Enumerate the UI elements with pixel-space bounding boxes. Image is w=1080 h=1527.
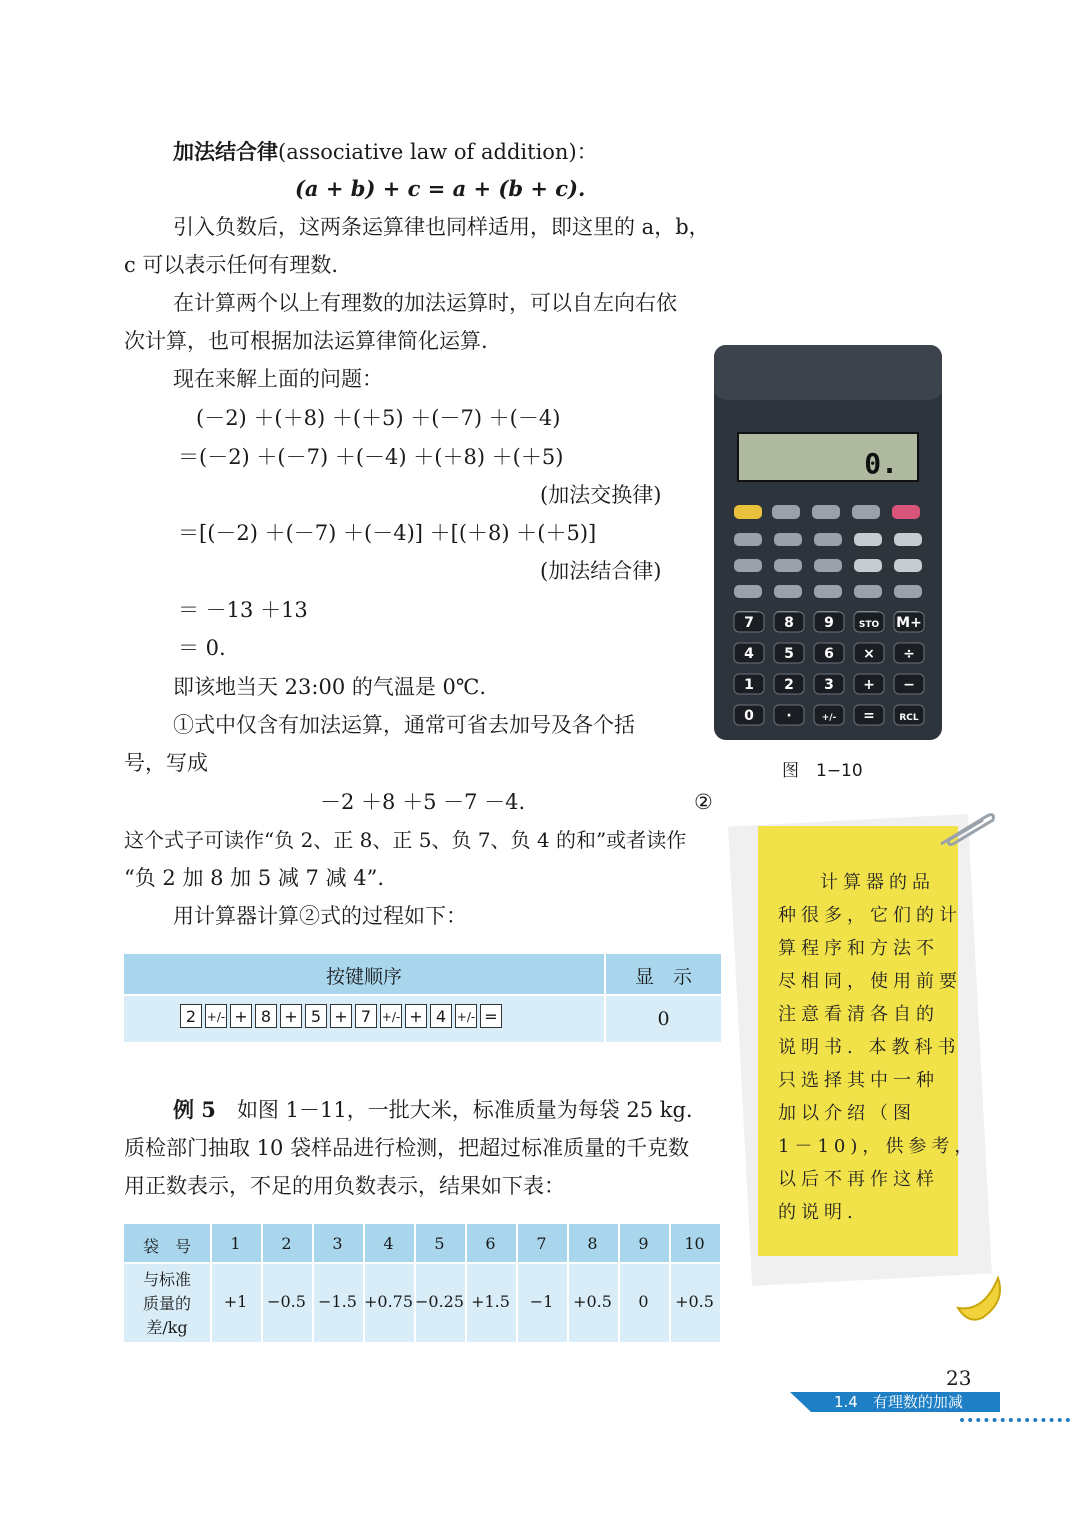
display-header: 显 示 — [634, 966, 692, 988]
expression-marker: ② — [694, 790, 713, 814]
side-note-line: 算程序和方法不 — [778, 938, 939, 959]
bag-table-row-divider — [124, 1262, 720, 1264]
scientific-key — [894, 533, 922, 546]
paragraph-1b: c 可以表示任何有理数. — [124, 253, 339, 277]
scientific-key — [774, 585, 802, 598]
bag-weight-table — [124, 1224, 720, 1342]
calculator-key-label: 7 — [744, 615, 754, 631]
expression-2: －2 ＋8 ＋5 －7 －4. — [320, 790, 526, 814]
scientific-key — [854, 533, 882, 546]
calculator-key-label: STO — [858, 620, 880, 630]
drg-key — [812, 505, 840, 519]
section-title: 1.4 有理数的加减 — [834, 1393, 963, 1411]
scientific-key — [734, 585, 762, 598]
difference-cell: +0.5 — [675, 1292, 714, 1311]
banana-icon — [948, 1268, 1008, 1324]
difference-cell: −1 — [529, 1292, 554, 1311]
side-note-line: 只选择其中一种 — [778, 1070, 939, 1091]
key-sequence-key: +/- — [380, 1004, 402, 1028]
calculator-key-label: 6 — [824, 646, 834, 662]
paragraph-6a: 这个式子可读作“负 2、正 8、正 5、负 7、负 4 的和”或者读作 — [124, 828, 687, 852]
key-sequence-key: +/- — [205, 1004, 227, 1028]
key-sequence-key: 7 — [355, 1004, 377, 1028]
bag-number-cell: 7 — [536, 1234, 547, 1253]
key-order-header: 按键顺序 — [325, 966, 402, 988]
calculator-key-label: 8 — [784, 615, 794, 631]
difference-cell: 0 — [638, 1292, 649, 1311]
example-5-line-c: 用正数表示，不足的用负数表示，结果如下表： — [124, 1174, 565, 1198]
calculator-key-label: 4 — [744, 646, 754, 662]
calc-line-5: ＝ 0. — [178, 636, 226, 660]
scientific-key — [854, 559, 882, 572]
example-text-a: 如图 1－11，一批大米，标准质量为每袋 25 kg. — [236, 1098, 693, 1122]
key-sequence-key: 2 — [180, 1004, 202, 1028]
key-sequence-key: +/- — [455, 1004, 477, 1028]
key-sequence — [180, 1004, 502, 1028]
calculator-display-value: 0. — [864, 447, 898, 480]
calc-note-associative: (加法结合律) — [540, 559, 662, 583]
calculator-key-label: × — [863, 646, 875, 662]
scientific-key — [734, 533, 762, 546]
key-sequence-key: + — [230, 1004, 252, 1028]
difference-cell: −0.5 — [267, 1292, 306, 1311]
bag-number-cell: 9 — [638, 1234, 649, 1253]
side-note-line: 的说明. — [778, 1202, 858, 1223]
side-note-line: 1－10)，供参考， — [778, 1136, 978, 1157]
bag-number-cell: 1 — [230, 1234, 241, 1253]
calculator-key-label: 0 — [744, 708, 754, 724]
calculator-figure — [700, 335, 960, 750]
key-sequence-key: + — [280, 1004, 302, 1028]
calculator-key-label: 2 — [784, 677, 794, 693]
scientific-key — [774, 559, 802, 572]
bag-number-label: 袋 号 — [142, 1237, 191, 1256]
footer-dotted-line — [960, 1418, 1070, 1422]
bag-number-cell: 8 — [587, 1234, 598, 1253]
example-5-line-a — [173, 1095, 693, 1125]
difference-cell: +1.5 — [471, 1292, 510, 1311]
key-sequence-key: + — [405, 1004, 427, 1028]
bag-number-cell: 5 — [434, 1234, 445, 1253]
key-sequence-key: 5 — [305, 1004, 327, 1028]
scientific-key — [814, 559, 842, 572]
side-note-line: 说明书. 本教科书 — [778, 1037, 961, 1058]
shift-key — [734, 505, 762, 519]
calculator-key-label: = — [863, 708, 875, 724]
bag-number-cell: 3 — [332, 1234, 343, 1253]
bag-number-cell: 6 — [485, 1234, 496, 1253]
calculator-key-label: M+ — [896, 615, 922, 631]
calculator-key-label: − — [903, 677, 915, 693]
example-label: 例 5 — [173, 1097, 216, 1122]
key-sequence-key: + — [330, 1004, 352, 1028]
paragraph-5b: 号，写成 — [124, 751, 208, 775]
calculator-top-cover — [714, 345, 942, 400]
law-title: 加法结合律 — [173, 139, 278, 164]
bag-number-cell: 2 — [281, 1234, 292, 1253]
difference-cell: −0.25 — [414, 1292, 465, 1311]
paragraph-1a: 引入负数后，这两条运算律也同样适用，即这里的 a，b， — [173, 215, 710, 239]
scientific-key — [894, 585, 922, 598]
calculator-key-label: + — [863, 677, 875, 693]
side-note-line: 注意看清各自的 — [778, 1004, 939, 1025]
paragraph-2a: 在计算两个以上有理数的加法运算时，可以自左向右依 — [173, 291, 677, 315]
calc-line-1: (－2) ＋(＋8) ＋(＋5) ＋(－7) ＋(－4) — [196, 406, 561, 430]
calculator-key-label: 3 — [824, 677, 834, 693]
scientific-key — [894, 559, 922, 572]
calc-line-4: ＝ －13 ＋13 — [178, 598, 308, 622]
paragraph-6b: “负 2 加 8 加 5 减 7 减 4”. — [124, 866, 385, 890]
paragraph-5a: ①式中仅含有加法运算，通常可省去加号及各个括 — [173, 713, 635, 737]
scientific-key — [814, 585, 842, 598]
calculator-key-label: 9 — [824, 615, 834, 631]
off-key — [892, 505, 920, 519]
scientific-key — [774, 533, 802, 546]
calc-line-3: ＝[(－2) ＋(－7) ＋(－4)] ＋[(＋8) ＋(＋5)] — [178, 521, 597, 545]
calculator-key-label: 1 — [744, 677, 754, 693]
side-note-line: 种很多，它们的计 — [778, 905, 962, 926]
difference-cell: +0.5 — [573, 1292, 612, 1311]
ac-key — [852, 505, 880, 519]
calculator-key-label: +/- — [821, 713, 837, 723]
difference-label-line-1: 与标准 — [142, 1270, 191, 1289]
paragraph-4: 即该地当天 23:00 的气温是 0℃. — [173, 675, 487, 699]
calculator-key-label: ÷ — [903, 646, 915, 662]
side-note-line: 尽相同，使用前要 — [778, 971, 962, 992]
law-heading — [173, 137, 598, 167]
key-sequence-key: = — [480, 1004, 502, 1028]
bag-number-cell: 10 — [684, 1234, 705, 1253]
calculator-key-label: RCL — [899, 713, 919, 723]
display-value: 0 — [657, 1008, 670, 1030]
calculator-key-label: 5 — [784, 646, 794, 662]
paragraph-2b: 次计算，也可根据加法运算律简化运算. — [124, 329, 488, 353]
figure-caption: 图 1−10 — [782, 761, 863, 781]
difference-label-line-2: 质量的 — [142, 1294, 191, 1313]
key-sequence-key: 4 — [430, 1004, 452, 1028]
key-sequence-table — [124, 954, 721, 1042]
bag-number-cell: 4 — [383, 1234, 394, 1253]
side-note-line: 加以介绍（图 — [778, 1103, 916, 1124]
difference-cell: −1.5 — [318, 1292, 357, 1311]
scientific-key — [854, 585, 882, 598]
law-english: (associative law of addition)： — [278, 140, 598, 164]
paragraph-7: 用计算器计算②式的过程如下： — [173, 904, 467, 928]
side-note-line: 以后不再作这样 — [778, 1169, 939, 1190]
difference-label — [124, 1268, 210, 1340]
side-note-line: 计算器的品 — [820, 872, 935, 893]
paperclip-icon — [935, 808, 999, 852]
mode-key — [772, 505, 800, 519]
scientific-key — [734, 559, 762, 572]
scientific-key — [814, 533, 842, 546]
paragraph-3: 现在来解上面的问题： — [173, 367, 383, 391]
calc-line-2: ＝(－2) ＋(－7) ＋(－4) ＋(＋8) ＋(＋5) — [178, 445, 564, 469]
key-sequence-key: 8 — [255, 1004, 277, 1028]
difference-cell: +1 — [223, 1292, 248, 1311]
calculator-key-label: · — [786, 708, 792, 724]
difference-label-line-3: 差/kg — [146, 1318, 188, 1337]
difference-cell: +0.75 — [363, 1292, 414, 1311]
page-number: 23 — [946, 1366, 972, 1390]
law-formula: (a + b) + c = a + (b + c). — [295, 176, 586, 201]
calc-note-commutative: (加法交换律) — [540, 483, 662, 507]
example-5-line-b: 质检部门抽取 10 袋样品进行检测，把超过标准质量的千克数 — [124, 1136, 690, 1160]
